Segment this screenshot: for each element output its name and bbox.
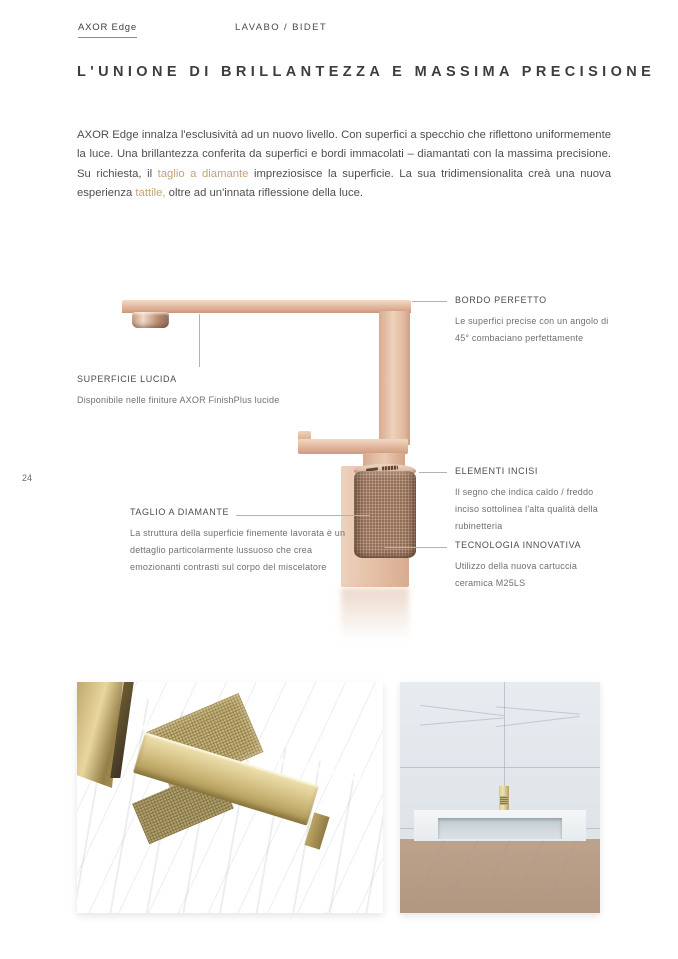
callout-desc-line: Utilizzo della nuova cartuccia [455, 561, 578, 571]
intro-text-2: impreziosisce la superficie. La sua tridimensionalita creà una nuova esperienza [77, 167, 611, 200]
basin-interior [438, 818, 562, 839]
faucet-spout-tip [132, 312, 169, 328]
callout-title: TECNOLOGIA INNOVATIVA [455, 540, 582, 550]
callout-line-bordo [412, 301, 447, 302]
intro-paragraph [77, 126, 611, 204]
photo-handle-detail [77, 682, 383, 913]
intro-highlight-tattile: tattile, [135, 187, 166, 200]
callout-title: SUPERFICIE LUCIDA [77, 374, 177, 384]
intro-text-1: AXOR Edge innalza l'esclusività ad un nuovo livello. Con superfici a specchio che riflettono uniformemente la luce. Una brillantezza conferita da superfici e bordi immacolati – diamantati con la massima precisione. Su richiesta, il [77, 129, 611, 180]
callout-desc-line: Le superfici precise con un angolo di [455, 316, 609, 326]
callout-desc-line: dettaglio particolarmente lussuoso che crea [130, 545, 313, 555]
callout-desc-line: 45° combaciano perfettamente [455, 333, 584, 343]
callout-line-elementi [419, 472, 447, 473]
callout-superficie-lucida [77, 374, 279, 409]
category-label: LAVABO / BIDET [235, 22, 328, 33]
callout-taglio-a-diamante [130, 507, 345, 576]
callout-desc-line: Disponibile nelle finiture AXOR FinishPlus lucide [77, 395, 280, 405]
page-number: 24 [22, 473, 33, 483]
callout-title: BORDO PERFETTO [455, 295, 547, 305]
callout-desc-line: emozionanti contrasti sul corpo del miscelatore [130, 562, 327, 572]
callout-desc-line: ceramica M25LS [455, 578, 526, 588]
faucet-column [379, 311, 410, 445]
callout-desc-line: rubinetteria [455, 521, 503, 531]
wall-seam [400, 767, 600, 768]
callout-line-superficie [199, 314, 200, 367]
callout-bordo-perfetto [455, 295, 609, 347]
callout-desc-line: La struttura della superficie finemente lavorata è un [130, 528, 346, 538]
photo-basin-scene [400, 682, 600, 913]
callout-title: ELEMENTI INCISI [455, 466, 539, 476]
basin-front-face [410, 840, 590, 913]
faucet-handle-lever [298, 439, 408, 454]
callout-elementi-incisi [455, 466, 598, 535]
brand-label: AXOR Edge [78, 22, 137, 38]
page-title: L'UNIONE DI BRILLANTEZZA E MASSIMA PRECISIONE [77, 64, 656, 80]
intro-highlight-taglio: taglio a diamante [157, 167, 249, 180]
callout-line-tecnologia [385, 547, 447, 548]
basin-rim [414, 810, 586, 841]
faucet-reflection [341, 588, 409, 640]
callout-desc-line: Il segno che indica caldo / freddo [455, 487, 594, 497]
gold-spout-textured-band [500, 796, 508, 805]
callout-title: TAGLIO A DIAMANTE [130, 507, 230, 517]
callout-desc-line: inciso sottolinea l'alta qualità della [455, 504, 598, 514]
callout-tecnologia-innovativa [455, 540, 581, 592]
intro-text-3: oltre ad un'innata riflessione della luce. [165, 187, 364, 200]
